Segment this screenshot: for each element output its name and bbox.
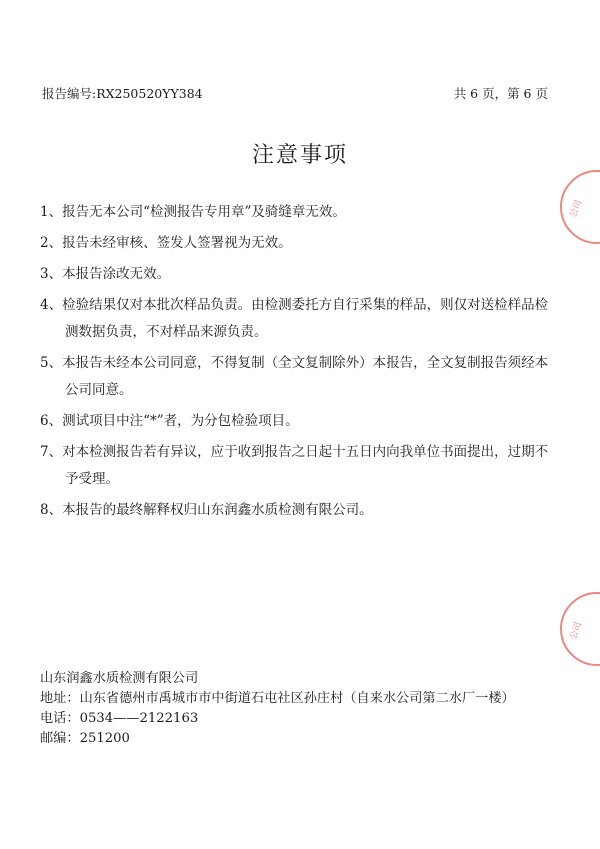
page-info: 共 6 页，第 6 页 [453,86,548,101]
phone-row [40,709,510,729]
phone-value: 0534——2122163 [79,711,199,726]
note-item: 3、本报告涂改无效。 [40,266,171,282]
notes-list [40,199,555,528]
note-item: 6、测试项目中注“*”者，为分包检验项目。 [40,413,299,429]
page-header [42,84,548,102]
note-item: 2、报告未经审核、签发人签署视为无效。 [40,235,292,251]
seal-text: 公司 [568,620,585,642]
postcode-value: 251200 [79,731,130,746]
postcode-label: 邮编： [40,731,80,746]
note-item: 1、报告无本公司“检测报告专用章”及骑缝章无效。 [40,204,346,220]
seal-stamp-fragment [560,170,600,244]
address-value: 山东省德州市禹城市市中街道石屯社区孙庄村（自来水公司第二水厂一楼） [79,691,515,706]
seal-stamp-fragment [560,592,600,666]
postcode-row [40,729,510,749]
note-item: 4、检验结果仅对本批次样品负责。由检测委托方自行采集的样品，则仅对送检样品检测数据负责，不对样品来源负责。 [40,297,549,340]
company-info [40,669,515,749]
seal-text: 公司 [568,198,585,220]
report-number: 报告编号:RX250520YY384 [42,86,203,101]
note-item: 8、本报告的最终解释权归山东润鑫水质检测有限公司。 [40,502,373,518]
note-item: 5、本报告未经本公司同意，不得复制（全文复制除外）本报告，全文复制报告须经本公司同意。 [40,355,549,398]
address-row [40,689,515,709]
note-item: 7、对本检测报告若有异议，应于收到报告之日起十五日内向我单位书面提出，过期不予受理。 [40,444,549,487]
page-title: 注意事项 [251,143,348,168]
company-name: 山东润鑫水质检测有限公司 [40,671,199,686]
phone-label: 电话： [40,711,80,726]
company-name-row [40,669,510,689]
address-label: 地址： [40,691,80,706]
